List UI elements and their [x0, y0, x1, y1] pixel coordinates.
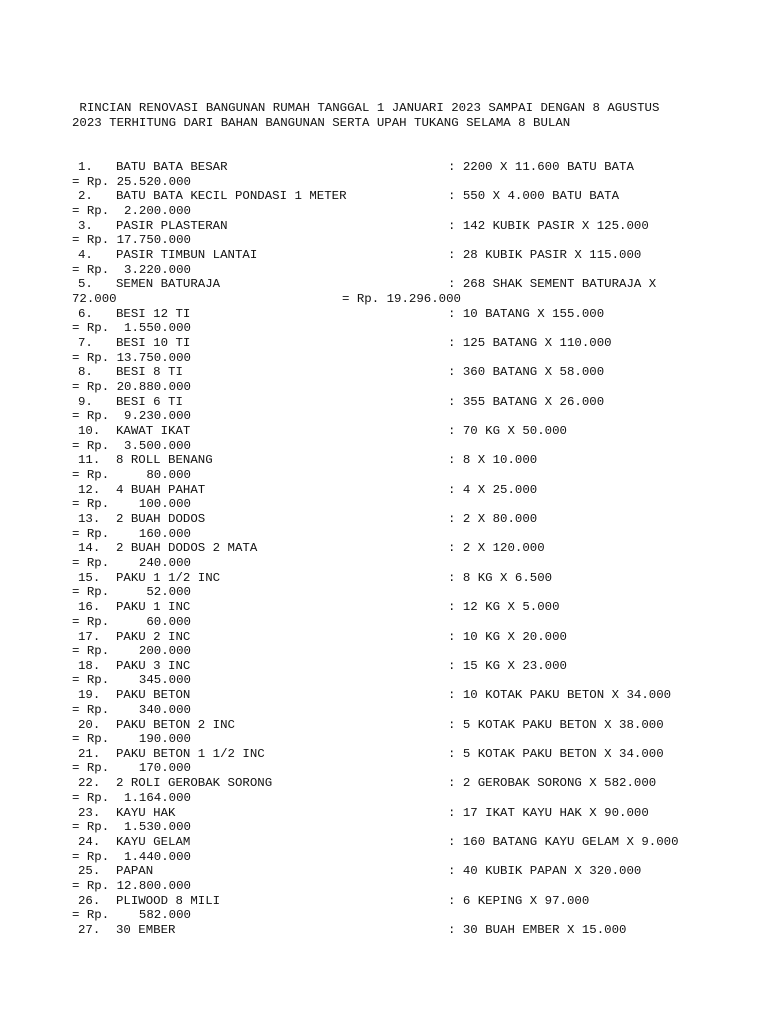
list-item — [72, 189, 762, 218]
item-number: 5. — [78, 277, 93, 292]
item-name: PAPAN — [116, 864, 154, 879]
item-number: 21. — [78, 746, 101, 761]
item-calculation: : 142 KUBIK PASIR X 125.000 — [448, 218, 649, 233]
item-number: 18. — [78, 658, 101, 673]
item-name: BESI 6 TI — [116, 394, 183, 409]
item-name: PAKU BETON 1 1/2 INC — [116, 746, 265, 761]
list-item — [72, 219, 762, 248]
list-item — [72, 248, 762, 277]
item-number: 25. — [78, 864, 101, 879]
item-calculation: : 160 BATANG KAYU GELAM X 9.000 — [448, 834, 679, 849]
item-calculation: : 5 KOTAK PAKU BETON X 38.000 — [448, 717, 664, 732]
item-name: BESI 10 TI — [116, 336, 191, 351]
item-calculation: : 70 KG X 50.000 — [448, 424, 567, 439]
item-name: BESI 12 TI — [116, 306, 191, 321]
list-item — [72, 336, 762, 365]
list-item — [72, 864, 762, 893]
item-number: 9. — [78, 394, 93, 409]
item-number: 7. — [78, 336, 93, 351]
item-calculation-continued: 72.000 — [72, 291, 117, 306]
item-number: 19. — [78, 688, 101, 703]
item-total: = Rp. 9.230.000 — [72, 409, 191, 424]
item-number: 14. — [78, 541, 101, 556]
item-name: 30 EMBER — [116, 922, 176, 937]
item-calculation: : 360 BATANG X 58.000 — [448, 365, 605, 380]
item-total: = Rp. 100.000 — [72, 497, 191, 512]
list-item — [72, 835, 762, 864]
item-calculation: : 2200 X 11.600 BATU BATA — [448, 160, 634, 174]
item-total: = Rp. 240.000 — [72, 556, 191, 571]
item-name: 4 BUAH PAHAT — [116, 482, 206, 497]
item-total: = Rp. 17.750.000 — [72, 233, 191, 248]
item-total: = Rp. 160.000 — [72, 526, 191, 541]
item-number: 4. — [78, 248, 93, 263]
list-item — [72, 718, 762, 747]
item-number: 17. — [78, 629, 101, 644]
item-total: = Rp. 52.000 — [72, 585, 191, 600]
item-number: 22. — [78, 776, 101, 791]
list-item — [72, 277, 762, 306]
item-calculation: : 10 KOTAK PAKU BETON X 34.000 — [448, 688, 672, 703]
item-total: = Rp. 20.880.000 — [72, 380, 191, 394]
item-name: BATU BATA BESAR — [116, 160, 228, 174]
item-calculation: : 30 BUAH EMBER X 15.000 — [448, 922, 627, 937]
item-name: KAYU HAK — [116, 805, 176, 820]
list-item — [72, 747, 762, 776]
item-name: 2 BUAH DODOS — [116, 512, 206, 527]
item-name: PASIR TIMBUN LANTAI — [116, 248, 258, 263]
list-item — [72, 600, 762, 629]
item-number: 6. — [78, 306, 93, 321]
item-calculation: : 17 IKAT KAYU HAK X 90.000 — [448, 805, 649, 820]
item-calculation: : 2 X 120.000 — [448, 541, 545, 556]
item-calculation: : 125 BATANG X 110.000 — [448, 336, 612, 351]
list-item — [72, 894, 762, 923]
item-calculation: : 355 BATANG X 26.000 — [448, 394, 605, 409]
list-item — [72, 512, 762, 541]
item-name: SEMEN BATURAJA — [116, 277, 221, 292]
item-total: = Rp. 60.000 — [72, 614, 191, 629]
item-total: = Rp. 1.530.000 — [72, 820, 191, 835]
item-total: = Rp. 582.000 — [72, 908, 191, 923]
item-total: = Rp. 1.164.000 — [72, 790, 191, 805]
item-name: PAKU 3 INC — [116, 658, 191, 673]
title-line-1: RINCIAN RENOVASI BANGUNAN RUMAH TANGGAL 1 JANUARI 2023 SAMPAI DENGAN 8 AGUSTUS — [72, 101, 660, 115]
list-item — [72, 160, 762, 189]
list-item — [72, 571, 762, 600]
item-total: = Rp. 190.000 — [72, 732, 191, 747]
item-number: 26. — [78, 893, 101, 908]
document-title — [72, 101, 659, 130]
list-item — [72, 776, 762, 805]
item-name: 2 BUAH DODOS 2 MATA — [116, 541, 258, 556]
item-number: 10. — [78, 424, 101, 439]
list-item — [72, 453, 762, 482]
item-total: = Rp. 1.440.000 — [72, 849, 191, 864]
item-name: PAKU 1 INC — [116, 600, 191, 615]
item-total: = Rp. 3.500.000 — [72, 438, 191, 453]
item-total: = Rp. 340.000 — [72, 702, 191, 717]
item-number: 11. — [78, 453, 101, 468]
item-name: KAWAT IKAT — [116, 424, 191, 439]
item-number: 12. — [78, 482, 101, 497]
item-name: BESI 8 TI — [116, 365, 183, 380]
title-line-2: 2023 TERHITUNG DARI BAHAN BANGUNAN SERTA UPAH TUKANG SELAMA 8 BULAN — [72, 115, 571, 130]
item-number: 15. — [78, 570, 101, 585]
item-calculation: : 5 KOTAK PAKU BETON X 34.000 — [448, 746, 664, 761]
item-number: 20. — [78, 717, 101, 732]
item-calculation: : 15 KG X 23.000 — [448, 658, 567, 673]
item-name: BATU BATA KECIL PONDASI 1 METER — [116, 189, 347, 204]
item-number: 23. — [78, 805, 101, 820]
item-list — [72, 160, 762, 952]
item-name: 8 ROLL BENANG — [116, 453, 213, 468]
list-item — [72, 483, 762, 512]
item-number: 13. — [78, 512, 101, 527]
item-calculation: : 8 X 10.000 — [448, 453, 538, 468]
item-total: = Rp. 13.750.000 — [72, 350, 191, 365]
item-total: = Rp. 345.000 — [72, 673, 191, 688]
item-total: = Rp. 1.550.000 — [72, 321, 191, 336]
item-calculation: : 10 KG X 20.000 — [448, 629, 567, 644]
item-calculation: : 28 KUBIK PASIR X 115.000 — [448, 248, 642, 263]
item-name: PASIR PLASTERAN — [116, 218, 228, 233]
list-item — [72, 365, 762, 394]
item-number: 1. — [78, 160, 93, 174]
list-item — [72, 659, 762, 688]
item-number: 27. — [78, 922, 101, 937]
list-item — [72, 688, 762, 717]
item-number: 24. — [78, 834, 101, 849]
item-name: 2 ROLI GEROBAK SORONG — [116, 776, 273, 791]
item-total: = Rp. 80.000 — [72, 468, 191, 483]
item-calculation: : 550 X 4.000 BATU BATA — [448, 189, 620, 204]
list-item — [72, 395, 762, 424]
item-number: 8. — [78, 365, 93, 380]
item-total: = Rp. 2.200.000 — [72, 203, 191, 218]
list-item — [72, 307, 762, 336]
list-item — [72, 630, 762, 659]
item-total: = Rp. 3.220.000 — [72, 262, 191, 277]
item-calculation: : 2 X 80.000 — [448, 512, 538, 527]
item-calculation: : 4 X 25.000 — [448, 482, 538, 497]
item-total: = Rp. 19.296.000 — [342, 291, 461, 306]
item-name: KAYU GELAM — [116, 834, 191, 849]
list-item — [72, 806, 762, 835]
list-item — [72, 923, 762, 952]
item-name: PAKU 2 INC — [116, 629, 191, 644]
item-calculation: : 6 KEPING X 97.000 — [448, 893, 590, 908]
item-name: PLIWOOD 8 MILI — [116, 893, 221, 908]
item-total: = Rp. 170.000 — [72, 761, 191, 776]
item-name: PAKU BETON — [116, 688, 191, 703]
item-number: 2. — [78, 189, 93, 204]
item-calculation: : 8 KG X 6.500 — [448, 570, 553, 585]
item-calculation: : 40 KUBIK PAPAN X 320.000 — [448, 864, 642, 879]
item-total: = Rp. 12.800.000 — [72, 878, 191, 893]
item-calculation: : 268 SHAK SEMENT BATURAJA X — [448, 277, 657, 292]
item-number: 16. — [78, 600, 101, 615]
item-calculation: : 2 GEROBAK SORONG X 582.000 — [448, 776, 657, 791]
item-name: PAKU BETON 2 INC — [116, 717, 235, 732]
item-name: PAKU 1 1/2 INC — [116, 570, 221, 585]
list-item — [72, 424, 762, 453]
item-calculation: : 12 KG X 5.000 — [448, 600, 560, 615]
item-total: = Rp. 25.520.000 — [72, 174, 191, 189]
list-item — [72, 541, 762, 570]
item-calculation: : 10 BATANG X 155.000 — [448, 306, 605, 321]
item-total: = Rp. 200.000 — [72, 644, 191, 659]
item-number: 3. — [78, 218, 93, 233]
